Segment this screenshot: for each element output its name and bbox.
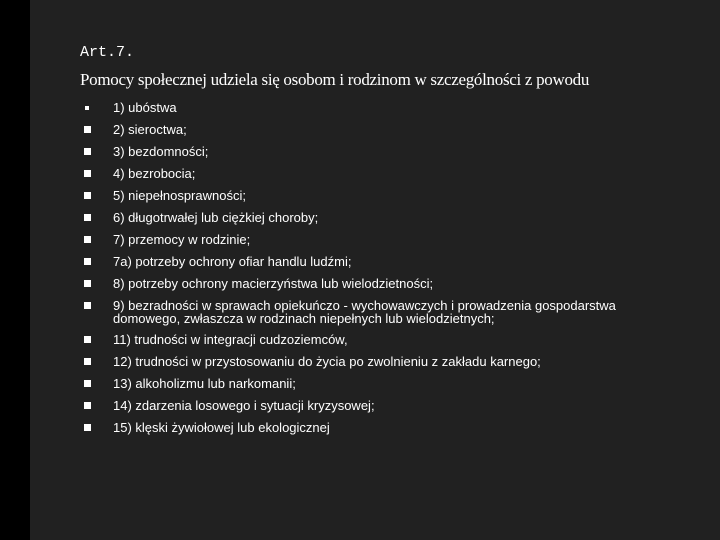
list-item: 3) bezdomności; [84,145,684,158]
list-item: 9) bezradności w sprawach opiekuńczo - wychowawczych i prowadzenia gospodarstwa domowego, zwłaszcza w rodzinach niepełnych lub wielodzietnych; [84,299,684,325]
list-item: 4) bezrobocia; [84,167,684,180]
bullet-icon [84,192,91,199]
list-item: 15) klęski żywiołowej lub ekologicznej [84,421,684,434]
accent-bar [20,52,29,83]
bullet-list [84,101,684,443]
bullet-icon [84,148,91,155]
bullet-icon [84,126,91,133]
list-item: 12) trudności w przystosowaniu do życia po zwolnieniu z zakładu karnego; [84,355,684,368]
bullet-icon [84,302,91,309]
slide-subtitle: Pomocy społecznej udziela się osobom i rodzinom w szczególności z powodu [80,70,590,89]
bullet-icon [84,424,91,431]
bullet-icon [84,214,91,221]
list-item: 8) potrzeby ochrony macierzyństwa lub wielodzietności; [84,277,684,290]
slide-title: Art.7. [80,44,135,61]
list-item: 5) niepełnosprawności; [84,189,684,202]
bullet-icon [84,258,91,265]
list-item: 7a) potrzeby ochrony ofiar handlu ludźmi; [84,255,684,268]
bullet-icon [84,170,91,177]
list-item: 11) trudności w integracji cudzoziemców, [84,333,684,346]
list-item: 2) sieroctwa; [84,123,684,136]
bullet-icon [84,402,91,409]
list-item: 13) alkoholizmu lub narkomanii; [84,377,684,390]
bullet-icon [84,380,91,387]
list-item: 1) ubóstwa [84,101,684,114]
bullet-icon [84,236,91,243]
list-item: 7) przemocy w rodzinie; [84,233,684,246]
bullet-icon [84,358,91,365]
bullet-icon [84,336,91,343]
list-item: 6) długotrwałej lub ciężkiej choroby; [84,211,684,224]
list-item: 14) zdarzenia losowego i sytuacji kryzysowej; [84,399,684,412]
bullet-icon [84,280,91,287]
bullet-icon [85,106,89,110]
